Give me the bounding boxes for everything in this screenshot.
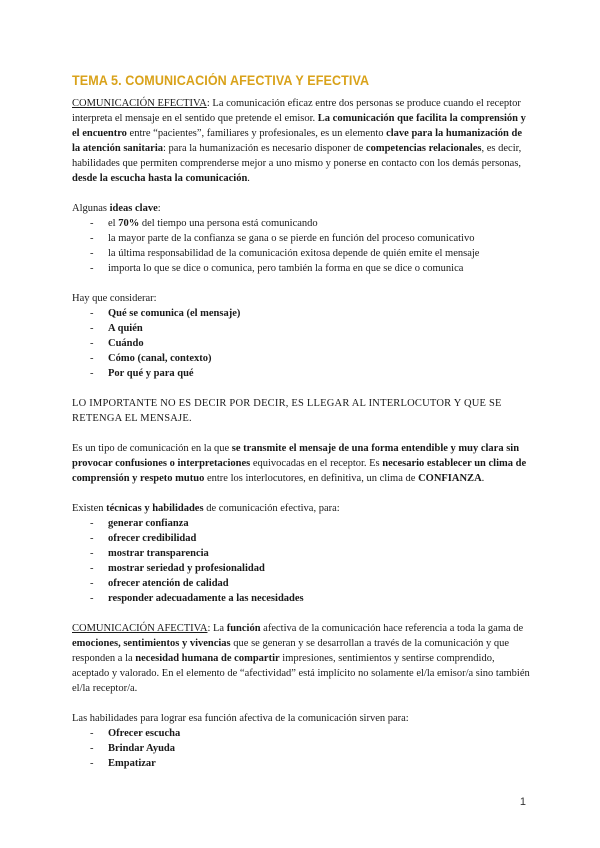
list-item: - responder adecuadamente a las necesidades	[90, 593, 304, 604]
page-number: 1	[519, 796, 526, 808]
list-item: - Qué se comunica (el mensaje)	[90, 308, 241, 319]
effective-definition-paragraph: Es un tipo de comunicación en la que se transmite el mensaje de una forma entendible y muy clara sin provocar confusiones o interpretaciones equivocadas en el receptor. Es necesario establecer un clima de comprensión y respeto mutuo entre los interlocutores, en definitiva, un clima de CONFIANZA.	[72, 443, 527, 484]
list-item: - la última responsabilidad de la comunicación exitosa depende de quién emite el mensaje	[90, 248, 480, 259]
effective-communication-paragraph: COMUNICACIÓN EFECTIVA: La comunicación eficaz entre dos personas se produce cuando el receptor interpreta el mensaje en el sentido que pretende el emisor. La comunicación que facilita la comprensión y el encuentro entre “pacientes”, familiares y profesionales, es un elemento clave para la humanización de la atención sanitaria: para la humanización es necesario disponer de competencias relacionales, es decir, habilidades que permiten comprenderse mejor a uno mismo y ponerse en contacto con los demás personas, desde la escucha hasta la comunicación.	[72, 98, 526, 184]
list-item: - generar confianza	[90, 518, 189, 529]
list-item: - ofrecer credibilidad	[90, 533, 197, 544]
list-item: - Cuándo	[90, 338, 144, 349]
list-item: - mostrar seriedad y profesionalidad	[90, 563, 265, 574]
key-ideas-list	[72, 216, 530, 276]
list-item: - la mayor parte de la confianza se gana o se pierde en función del proceso comunicativo	[90, 233, 475, 244]
affective-communication-paragraph: COMUNICACIÓN AFECTIVA: La función afectiva de la comunicación hace referencia a toda la gama de emociones, sentimientos y vivencias que se generan y se desarrollan a través de la comunicación y que responden a la necesidad humana de compartir impresiones, sentimientos y sentirse comprendido, aceptado y valorado. En el elemento de “afectividad” está implícito no solamente el/la emisor/a sino también el/la receptor/a.	[72, 623, 530, 694]
list-item: - Brindar Ayuda	[90, 743, 176, 754]
page-title: TEMA 5. COMUNICACIÓN AFECTIVA Y EFECTIVA	[72, 73, 370, 88]
list-item: - mostrar transparencia	[90, 548, 209, 559]
list-item: - importa lo que se dice o comunica, pero también la forma en que se dice o comunica	[90, 263, 464, 274]
affective-skills-intro: Las habilidades para lograr esa función afectiva de la comunicación sirven para:	[72, 713, 409, 724]
effective-communication-label: COMUNICACIÓN EFECTIVA	[72, 98, 207, 109]
consider-list	[72, 306, 530, 381]
document-page	[72, 72, 530, 786]
list-item: - Empatizar	[90, 758, 156, 769]
list-item: - Por qué y para qué	[90, 368, 194, 379]
list-item: - Ofrecer escucha	[90, 728, 181, 739]
affective-skills-list	[72, 726, 530, 771]
key-statement: LO IMPORTANTE NO ES DECIR POR DECIR, ES LLEGAR AL INTERLOCUTOR Y QUE SE RETENGA EL MENSAJE.	[72, 398, 502, 424]
key-ideas-intro: Algunas ideas clave:	[72, 203, 161, 214]
list-item: - A quién	[90, 323, 143, 334]
affective-communication-label: COMUNICACIÓN AFECTIVA	[72, 623, 208, 634]
consider-intro: Hay que considerar:	[72, 293, 157, 304]
list-item: - ofrecer atención de calidad	[90, 578, 229, 589]
skills-list	[72, 516, 530, 606]
list-item: - el 70% del tiempo una persona está comunicando	[90, 218, 318, 229]
list-item: - Cómo (canal, contexto)	[90, 353, 212, 364]
skills-intro: Existen técnicas y habilidades de comunicación efectiva, para:	[72, 503, 340, 514]
